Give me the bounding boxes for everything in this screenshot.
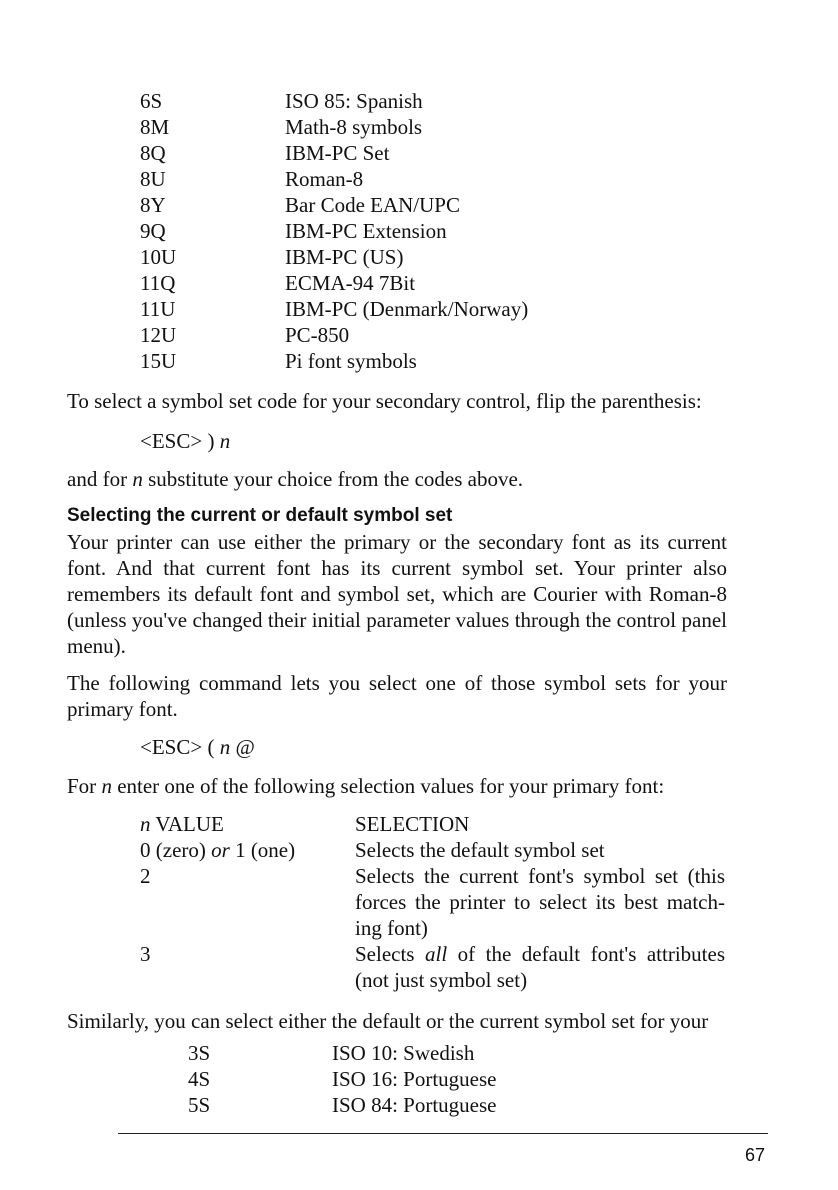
secondary-intro: To select a symbol set code for your secondary control, flip the parenthesis: <box>67 389 702 413</box>
symbol-name: IBM-PC (US) <box>285 245 404 269</box>
symbol-code: 4S <box>188 1067 211 1091</box>
variable: n <box>132 467 143 491</box>
command-text: <ESC> ( <box>140 735 220 759</box>
selection-cell <box>355 941 725 993</box>
symbol-name: ISO 84: Portuguese <box>332 1093 497 1117</box>
command-variable: n <box>219 429 231 453</box>
selection-cell: Selects the default symbol set <box>355 838 605 862</box>
symbol-code: 11Q <box>140 271 176 295</box>
secondary-command <box>140 428 230 454</box>
symbol-code: 8U <box>140 167 166 191</box>
symbol-name: PC-850 <box>285 323 350 347</box>
section-heading: Selecting the current or default symbol set <box>67 505 453 526</box>
symbol-name: IBM-PC Set <box>285 141 390 165</box>
variable: n <box>140 812 151 836</box>
section-paragraph: Your printer can use either the primary or the secondary font as its current font. And that current font has its current symbol set. Your printer also remembers its default font and symbol set, which are Courier with Roman-8 (unless you've changed their initial parameter values through the control panel menu). <box>67 530 727 658</box>
text: Selects <box>355 942 425 966</box>
enter-line <box>67 773 664 799</box>
text: For <box>67 774 102 798</box>
text: 1 (one) <box>229 838 296 862</box>
symbol-name: Pi font symbols <box>285 349 417 373</box>
symbol-code: 10U <box>140 245 177 269</box>
symbol-name: ECMA-94 7Bit <box>285 271 416 295</box>
symbol-code: 3S <box>188 1041 211 1065</box>
symbol-code: 8Q <box>140 141 166 165</box>
text: or <box>211 838 230 862</box>
value-cell: 3 <box>140 942 151 966</box>
command-text: <ESC> ) <box>140 429 220 453</box>
similarly-line: Similarly, you can select either the default or the current symbol set for your <box>67 1009 709 1033</box>
value-header <box>140 811 224 837</box>
symbol-name: Math-8 symbols <box>285 115 423 139</box>
footer-rule <box>118 1133 768 1134</box>
text: enter one of the following selection values for your primary font: <box>111 774 665 798</box>
symbol-name: Bar Code EAN/UPC <box>285 193 460 217</box>
selection-header: SELECTION <box>355 812 470 836</box>
symbol-code: 15U <box>140 349 177 373</box>
symbol-name: ISO 85: Spanish <box>285 89 423 113</box>
symbol-name: Roman-8 <box>285 167 364 191</box>
text: 0 (zero) <box>140 838 212 862</box>
text: and for <box>67 467 133 491</box>
following-paragraph: The following command lets you select one of those symbol sets for your primary font. <box>67 671 727 721</box>
symbol-name: ISO 16: Portuguese <box>332 1067 497 1091</box>
symbol-name: ISO 10: Swedish <box>332 1041 475 1065</box>
page-number: 67 <box>745 1145 766 1165</box>
substitute-line <box>67 466 523 492</box>
symbol-code: 12U <box>140 323 177 347</box>
symbol-code: 8Y <box>140 193 166 217</box>
value-cell <box>140 837 295 863</box>
variable: n <box>101 774 112 798</box>
value-cell: 2 <box>140 864 151 888</box>
symbol-code: 11U <box>140 297 176 321</box>
primary-command <box>140 734 255 760</box>
text: substitute your choice from the codes above. <box>142 467 524 491</box>
symbol-name: IBM-PC Extension <box>285 219 447 243</box>
emphasis: all <box>424 942 448 966</box>
symbol-code: 9Q <box>140 219 166 243</box>
command-variable: n <box>219 735 231 759</box>
symbol-code: 5S <box>188 1093 211 1117</box>
text: VALUE <box>150 812 224 836</box>
symbol-code: 6S <box>140 89 163 113</box>
selection-cell: Selects the current font's symbol set (this forces the printer to select its best match-ing font) <box>355 864 725 940</box>
symbol-code: 8M <box>140 115 170 139</box>
command-text: @ <box>230 735 255 759</box>
text: of the default font's attributes (not just symbol set) <box>355 942 725 992</box>
symbol-name: IBM-PC (Denmark/Norway) <box>285 297 529 321</box>
